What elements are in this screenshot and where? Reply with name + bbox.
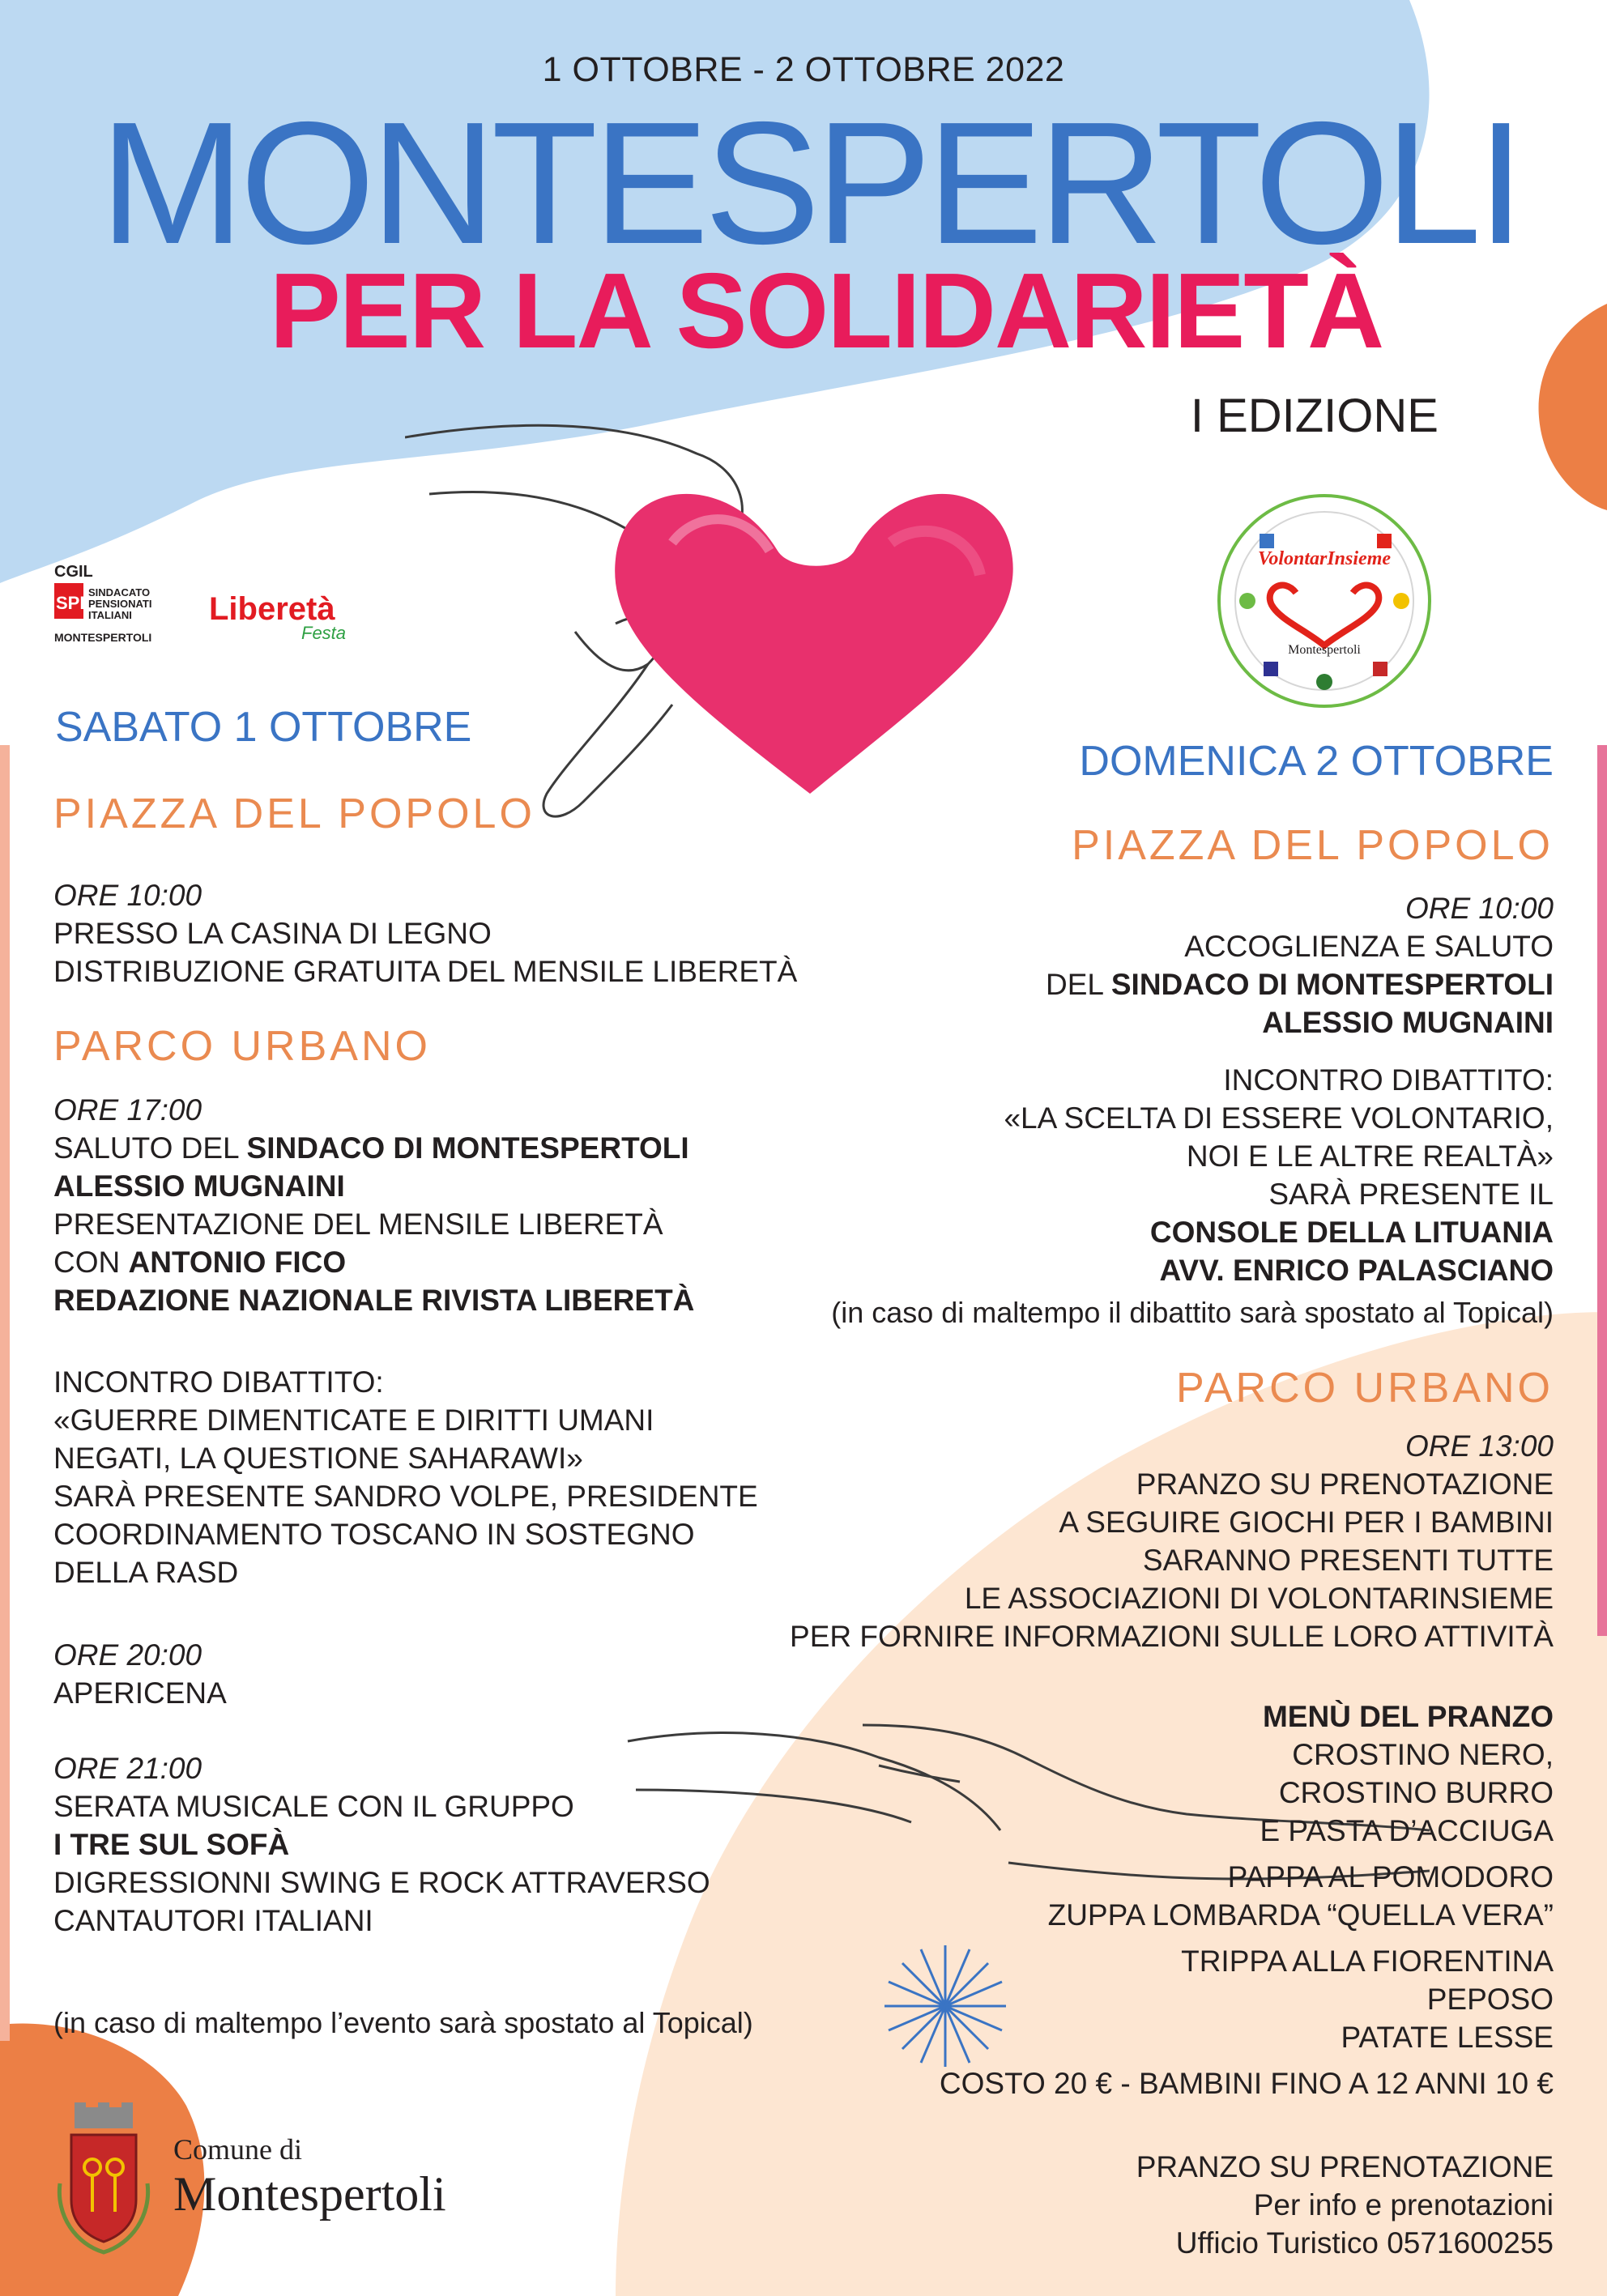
menu-item: CROSTINO BURRO — [1278, 1776, 1554, 1809]
text-line: PRESSO LA CASINA DI LEGNO — [53, 917, 492, 950]
text-line: DELLA RASD — [53, 1556, 239, 1589]
text-line: DEL SINDACO DI MONTESPERTOLI — [1045, 968, 1554, 1001]
time-label: ORE 10:00 — [53, 879, 202, 912]
svg-text:CGIL: CGIL — [54, 563, 93, 581]
text-line: ALESSIO MUGNAINI — [53, 1169, 345, 1203]
menu-title: MENÙ DEL PRANZO — [1262, 1700, 1554, 1733]
menu-item: TRIPPA ALLA FIORENTINA — [1181, 1945, 1554, 1978]
text-line: PER FORNIRE INFORMAZIONI SULLE LORO ATTIVITÀ — [790, 1620, 1554, 1653]
sunday-block-2 — [790, 1427, 1554, 1655]
svg-text:MONTESPERTOLI: MONTESPERTOLI — [54, 631, 152, 644]
sunday-block-1 — [1046, 889, 1554, 1042]
comune-label-bottom: Montespertoli — [173, 2167, 446, 2221]
text-line: I TRE SUL SOFÀ — [53, 1828, 290, 1861]
text-line: NEGATI, LA QUESTIONE SAHARAWI» — [53, 1442, 583, 1475]
text-line: CON ANTONIO FICO — [53, 1246, 347, 1279]
text-line: DIGRESSIONNI SWING E ROCK ATTRAVERSO — [53, 1866, 710, 1899]
text-line: AVV. ENRICO PALASCIANO — [1159, 1254, 1554, 1287]
svg-text:PENSIONATI: PENSIONATI — [88, 598, 152, 610]
text-line: ACCOGLIENZA E SALUTO — [1184, 930, 1554, 963]
right-side-stripe — [1597, 745, 1607, 1636]
comune-crest-icon — [52, 2102, 156, 2256]
main-title: MONTESPERTOLI — [100, 85, 1520, 280]
saturday-block-3 — [53, 1636, 227, 1712]
liberta-festa-logo — [206, 587, 392, 644]
saturday-block-1 — [53, 876, 797, 990]
text-line: APERICENA — [53, 1676, 227, 1710]
svg-text:VolontarInsieme: VolontarInsieme — [1257, 548, 1392, 569]
svg-text:Liberetà: Liberetà — [209, 591, 335, 627]
volontarinsieme-logo — [1215, 492, 1434, 710]
time-label: ORE 10:00 — [1405, 892, 1554, 925]
text-line: CANTAUTORI ITALIANI — [53, 1904, 373, 1937]
text-line: PRESENTAZIONE DEL MENSILE LIBERETÀ — [53, 1208, 663, 1241]
orange-blob-top-right — [1539, 304, 1607, 510]
text-line: SARANNO PRESENTI TUTTE — [1142, 1544, 1554, 1577]
sunday-debate — [1004, 1061, 1554, 1289]
text-line: DISTRIBUZIONE GRATUITA DEL MENSILE LIBERETÀ — [53, 955, 798, 988]
saturday-block-4 — [53, 1749, 710, 1940]
sunday-place-1: PIAZZA DEL POPOLO — [1072, 822, 1554, 869]
sunday-info — [1136, 2148, 1554, 2262]
menu-cost: COSTO 20 € - BAMBINI FINO A 12 ANNI 10 € — [939, 2067, 1554, 2100]
sunday-menu — [940, 1698, 1554, 2102]
menu-item: E PASTA D’ACCIUGA — [1260, 1814, 1554, 1847]
time-label: ORE 13:00 — [1405, 1429, 1554, 1463]
text-line: «GUERRE DIMENTICATE E DIRITTI UMANI — [53, 1404, 654, 1437]
text-line: CONSOLE DELLA LITUANIA — [1149, 1216, 1554, 1249]
svg-text:SPI: SPI — [56, 593, 85, 613]
text-line: NOI E LE ALTRE REALTÀ» — [1186, 1139, 1554, 1173]
text-line: ALESSIO MUGNAINI — [1262, 1006, 1554, 1039]
menu-item: ZUPPA LOMBARDA “QUELLA VERA” — [1047, 1898, 1554, 1932]
text-line: REDAZIONE NAZIONALE RIVISTA LIBERETÀ — [53, 1284, 695, 1317]
menu-item: PATATE LESSE — [1341, 2021, 1554, 2054]
event-dates: 1 OTTOBRE - 2 OTTOBRE 2022 — [542, 50, 1065, 89]
saturday-place-1: PIAZZA DEL POPOLO — [53, 790, 535, 837]
svg-text:Montespertoli: Montespertoli — [1288, 643, 1361, 657]
text-line: SARÀ PRESENTE SANDRO VOLPE, PRESIDENTE — [53, 1480, 758, 1513]
time-label: ORE 20:00 — [53, 1638, 202, 1672]
text-line: Ufficio Turistico 0571600255 — [1175, 2226, 1554, 2260]
time-label: ORE 17:00 — [53, 1093, 202, 1127]
saturday-place-2: PARCO URBANO — [53, 1023, 431, 1070]
menu-item: PAPPA AL POMODORO — [1227, 1860, 1554, 1893]
saturday-block-2 — [53, 1091, 694, 1319]
saturday-note: (in caso di maltempo l’evento sarà spostato al Topical) — [53, 2006, 753, 2039]
text-line: PRANZO SU PRENOTAZIONE — [1136, 2150, 1554, 2183]
menu-item: PEPOSO — [1426, 1983, 1554, 2016]
text-line: INCONTRO DIBATTITO: — [1223, 1063, 1554, 1097]
text-line: Per info e prenotazioni — [1253, 2188, 1554, 2221]
text-line: COORDINAMENTO TOSCANO IN SOSTEGNO — [53, 1518, 695, 1551]
text-line: INCONTRO DIBATTITO: — [53, 1365, 384, 1399]
spi-cgil-logo — [53, 560, 215, 656]
text-line: SARÀ PRESENTE IL — [1268, 1178, 1554, 1211]
saturday-debate — [53, 1363, 758, 1591]
comune-label-top: Comune di — [173, 2133, 302, 2166]
subtitle: PER LA SOLIDARIETÀ — [269, 251, 1383, 370]
time-label: ORE 21:00 — [53, 1752, 202, 1785]
sunday-heading: DOMENICA 2 OTTOBRE — [1079, 738, 1554, 785]
left-side-stripe — [0, 745, 10, 2041]
text-line: LE ASSOCIAZIONI DI VOLONTARINSIEME — [964, 1582, 1554, 1615]
sunday-place-2: PARCO URBANO — [1176, 1365, 1554, 1412]
svg-text:SINDACATO: SINDACATO — [88, 586, 151, 598]
edition-label: I EDIZIONE — [1190, 390, 1439, 442]
text-line: SERATA MUSICALE CON IL GRUPPO — [53, 1790, 574, 1823]
svg-text:Festa: Festa — [301, 623, 347, 643]
hand-heart-illustration — [405, 421, 1102, 939]
sunday-note: (in caso di maltempo il dibattito sarà spostato al Topical) — [831, 1296, 1554, 1329]
text-line: «LA SCELTA DI ESSERE VOLONTARIO, — [1004, 1101, 1554, 1135]
menu-item: CROSTINO NERO, — [1292, 1738, 1554, 1771]
saturday-heading: SABATO 1 OTTOBRE — [55, 704, 472, 751]
text-line: PRANZO SU PRENOTAZIONE — [1136, 1467, 1554, 1501]
text-line: A SEGUIRE GIOCHI PER I BAMBINI — [1059, 1506, 1554, 1539]
svg-text:ITALIANI: ITALIANI — [88, 609, 132, 621]
text-line: SALUTO DEL SINDACO DI MONTESPERTOLI — [53, 1131, 689, 1165]
